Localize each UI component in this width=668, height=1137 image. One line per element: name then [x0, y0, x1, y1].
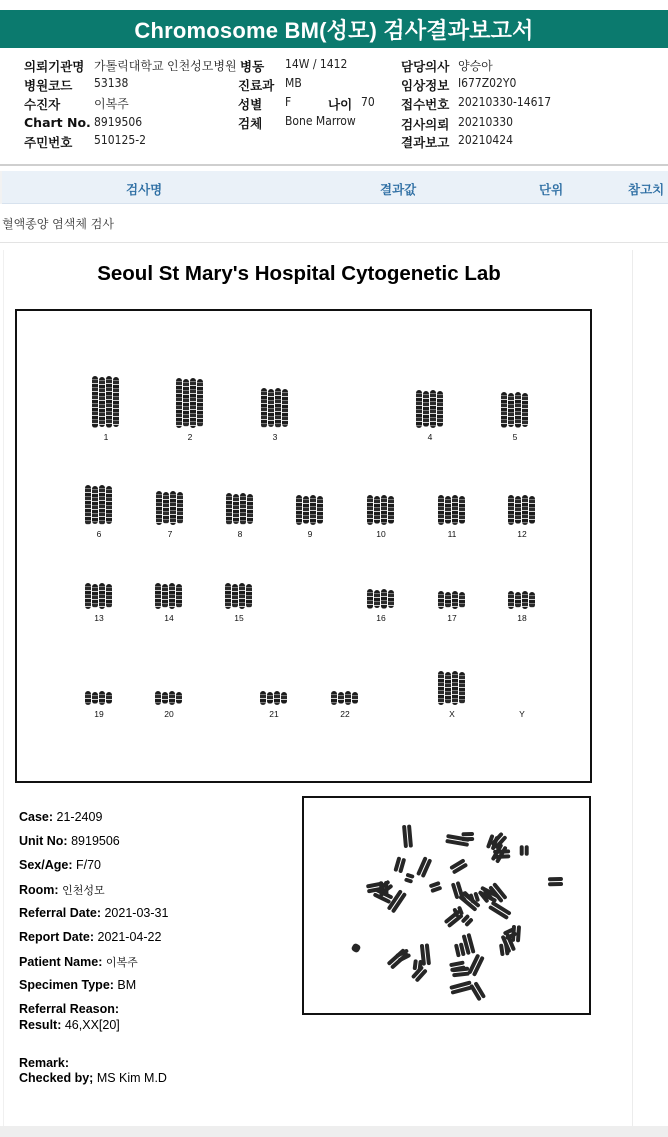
- field-report-date: [19, 930, 161, 944]
- chromosome-label-16: 16: [376, 613, 386, 623]
- field-value: MS Kim M.D: [96, 1071, 167, 1085]
- field-checked-by: [19, 1071, 167, 1085]
- column-reference[interactable]: 참고치: [628, 182, 665, 197]
- hospital-code-label: 병원코드: [24, 78, 73, 93]
- patient-value: 이복주: [94, 97, 129, 111]
- metaphase-chromosome: [467, 954, 485, 977]
- field-label: Checked by;: [19, 1071, 94, 1085]
- field-value: F/70: [75, 858, 101, 872]
- field-value: 2021-03-31: [104, 906, 169, 920]
- chromosome-pair-6: [85, 485, 113, 525]
- metaphase-chromosome: [520, 845, 529, 856]
- bottom-strip: [0, 1126, 668, 1137]
- age-value: 70: [361, 95, 375, 109]
- metaphase-chromosome: [351, 943, 362, 954]
- chromosome-label-15: 15: [234, 613, 244, 623]
- chromosome-label-x: X: [449, 709, 455, 719]
- chromosome-pair-19: [85, 691, 113, 705]
- field-value: 8919506: [71, 834, 120, 848]
- metaphase-chromosome: [429, 881, 443, 893]
- field-value: 이복주: [105, 957, 138, 969]
- receipt-label: 접수번호: [401, 97, 450, 112]
- age-label: 나이: [328, 97, 353, 112]
- field-label: Case:: [19, 810, 54, 824]
- table-row[interactable]: [0, 204, 668, 243]
- specimen-value: Bone Marrow: [285, 114, 356, 128]
- top-strip: [0, 0, 668, 10]
- report-header: [0, 10, 668, 48]
- cytogenetic-report: [3, 250, 633, 1126]
- request-org-value: 가톨릭대학교 인천성모병원: [94, 59, 237, 73]
- report-date-label: 결과보고: [401, 135, 450, 150]
- metaphase-chromosome: [469, 981, 486, 1001]
- chromosome-pair-8: [226, 493, 254, 525]
- chromosome-label-2: 2: [187, 432, 193, 442]
- chromosome-label-17: 17: [447, 613, 457, 623]
- chromosome-label-4: 4: [427, 432, 433, 442]
- chart-label: Chart No.: [24, 115, 91, 130]
- chromosome-pair-5: [501, 392, 529, 428]
- chromosome-pair-12: [508, 495, 536, 525]
- field-room: [19, 882, 105, 898]
- chromosome-label-18: 18: [517, 613, 527, 623]
- field-label: Specimen Type:: [19, 978, 114, 992]
- field-value: 인천성모: [62, 885, 105, 897]
- field-label: Report Date:: [19, 930, 95, 944]
- chromosome-pair-14: [155, 583, 183, 609]
- chromosome-pair-3: [261, 388, 289, 428]
- test-name-cell: 혈액종양 염색체 검사: [2, 217, 114, 231]
- chromosome-pair-10: [367, 495, 395, 525]
- dept-value: MB: [285, 76, 302, 90]
- metaphase-chromosome: [449, 858, 468, 874]
- chromosome-label-3: 3: [272, 432, 278, 442]
- request-org-label: 의뢰기관명: [24, 59, 85, 74]
- patient-label: 수진자: [24, 97, 61, 112]
- chromosome-pair-7: [156, 491, 184, 525]
- chromosome-label-14: 14: [164, 613, 174, 623]
- metaphase-spread-image: [302, 796, 591, 1015]
- field-label: Remark:: [19, 1056, 70, 1070]
- field-result: [19, 1018, 120, 1032]
- dept-label: 진료과: [238, 78, 275, 93]
- sex-label: 성별: [238, 97, 263, 112]
- clinical-label: 임상정보: [401, 78, 450, 93]
- field-label: Sex/Age:: [19, 858, 73, 872]
- chromosome-pair-13: [85, 583, 113, 609]
- metaphase-chromosome: [402, 824, 413, 848]
- karyogram-image: [15, 309, 592, 783]
- specimen-label: 검체: [238, 116, 263, 131]
- clinical-value: I677Z02Y0: [458, 76, 517, 90]
- field-unit-no: [19, 834, 120, 848]
- field-case: [19, 810, 102, 824]
- chromosome-pair-x: [438, 671, 466, 705]
- chromosome-label-13: 13: [94, 613, 104, 623]
- chromosome-pair-20: [155, 691, 183, 705]
- column-test-name[interactable]: 검사명: [126, 182, 163, 197]
- field-label: Patient Name:: [19, 955, 103, 969]
- id-value: 510125-2: [94, 133, 146, 147]
- field-label: Result:: [19, 1018, 62, 1032]
- chromosome-pair-17: [438, 591, 466, 609]
- metaphase-chromosome: [416, 856, 432, 878]
- metaphase-chromosome: [548, 877, 563, 886]
- req-date-label: 검사의뢰: [401, 117, 450, 132]
- report-date-value: 20210424: [458, 133, 513, 147]
- chromosome-label-10: 10: [376, 529, 386, 539]
- field-value: 21-2409: [56, 810, 103, 824]
- chart-value: 8919506: [94, 115, 143, 129]
- chromosome-label-12: 12: [517, 529, 527, 539]
- chromosome-pair-22: [331, 691, 359, 705]
- doctor-label: 담당의사: [401, 59, 450, 74]
- req-date-value: 20210330: [458, 115, 513, 129]
- field-sex-age: [19, 858, 101, 872]
- chromosome-label-19: 19: [94, 709, 104, 719]
- field-patient-name: [19, 954, 138, 970]
- chromosome-pair-15: [225, 583, 253, 609]
- field-label: Referral Date:: [19, 906, 101, 920]
- result-table-header: [2, 171, 668, 204]
- chromosome-pair-2: [176, 378, 204, 428]
- chromosome-pair-4: [416, 390, 444, 428]
- field-label: Room:: [19, 883, 59, 897]
- column-result[interactable]: 결과값: [380, 182, 417, 197]
- metaphase-chromosome: [449, 980, 473, 994]
- field-specimen-type: [19, 978, 136, 992]
- chromosome-label-8: 8: [237, 529, 243, 539]
- chromosome-label-20: 20: [164, 709, 174, 719]
- chromosome-pair-9: [296, 495, 324, 525]
- chromosome-pair-21: [260, 691, 288, 705]
- metaphase-chromosome: [452, 967, 470, 978]
- ward-label: 병동: [240, 59, 265, 74]
- metaphase-chromosome: [454, 942, 466, 957]
- metaphase-chromosome: [488, 901, 512, 921]
- chromosome-pair-11: [438, 495, 466, 525]
- metaphase-chromosomes: [304, 798, 589, 1013]
- field-referral-date: [19, 906, 168, 920]
- chromosome-pair-16: [367, 589, 395, 609]
- report-header-title: Chromosome BM(성모) 검사결과보고서: [134, 17, 534, 43]
- receipt-value: 20210330-14617: [458, 95, 552, 109]
- lab-title: Seoul St Mary's Hospital Cytogenetic Lab: [97, 262, 501, 285]
- field-label: Unit No:: [19, 834, 68, 848]
- chromosome-label-21: 21: [269, 709, 279, 719]
- id-label: 주민번호: [24, 135, 73, 150]
- chromosome-label-y: Y: [519, 709, 525, 719]
- chromosome-label-22: 22: [340, 709, 350, 719]
- metaphase-chromosome: [404, 873, 415, 884]
- field-value: 2021-04-22: [97, 930, 162, 944]
- patient-info-panel: [0, 48, 668, 164]
- field-value: 46,XX[20]: [64, 1018, 120, 1032]
- chromosome-label-11: 11: [447, 529, 457, 539]
- chromosome-label-1: 1: [103, 432, 109, 442]
- chromosome-label-6: 6: [96, 529, 102, 539]
- sex-value: F: [285, 95, 292, 109]
- ward-value: 14W / 1412: [285, 57, 348, 71]
- chromosome-label-5: 5: [512, 432, 518, 442]
- chromosome-label-9: 9: [307, 529, 313, 539]
- field-label: Referral Reason:: [19, 1002, 120, 1016]
- metaphase-chromosome: [393, 856, 406, 873]
- chromosome-pair-18: [508, 591, 536, 609]
- chromosome-label-7: 7: [167, 529, 173, 539]
- hospital-code-value: 53138: [94, 76, 129, 90]
- chromosome-pair-1: [92, 376, 120, 428]
- field-remark: [19, 1056, 69, 1070]
- doctor-value: 양승아: [458, 59, 493, 73]
- field-referral-reason: [19, 1002, 119, 1016]
- field-value: BM: [117, 978, 137, 992]
- column-unit[interactable]: 단위: [539, 182, 564, 197]
